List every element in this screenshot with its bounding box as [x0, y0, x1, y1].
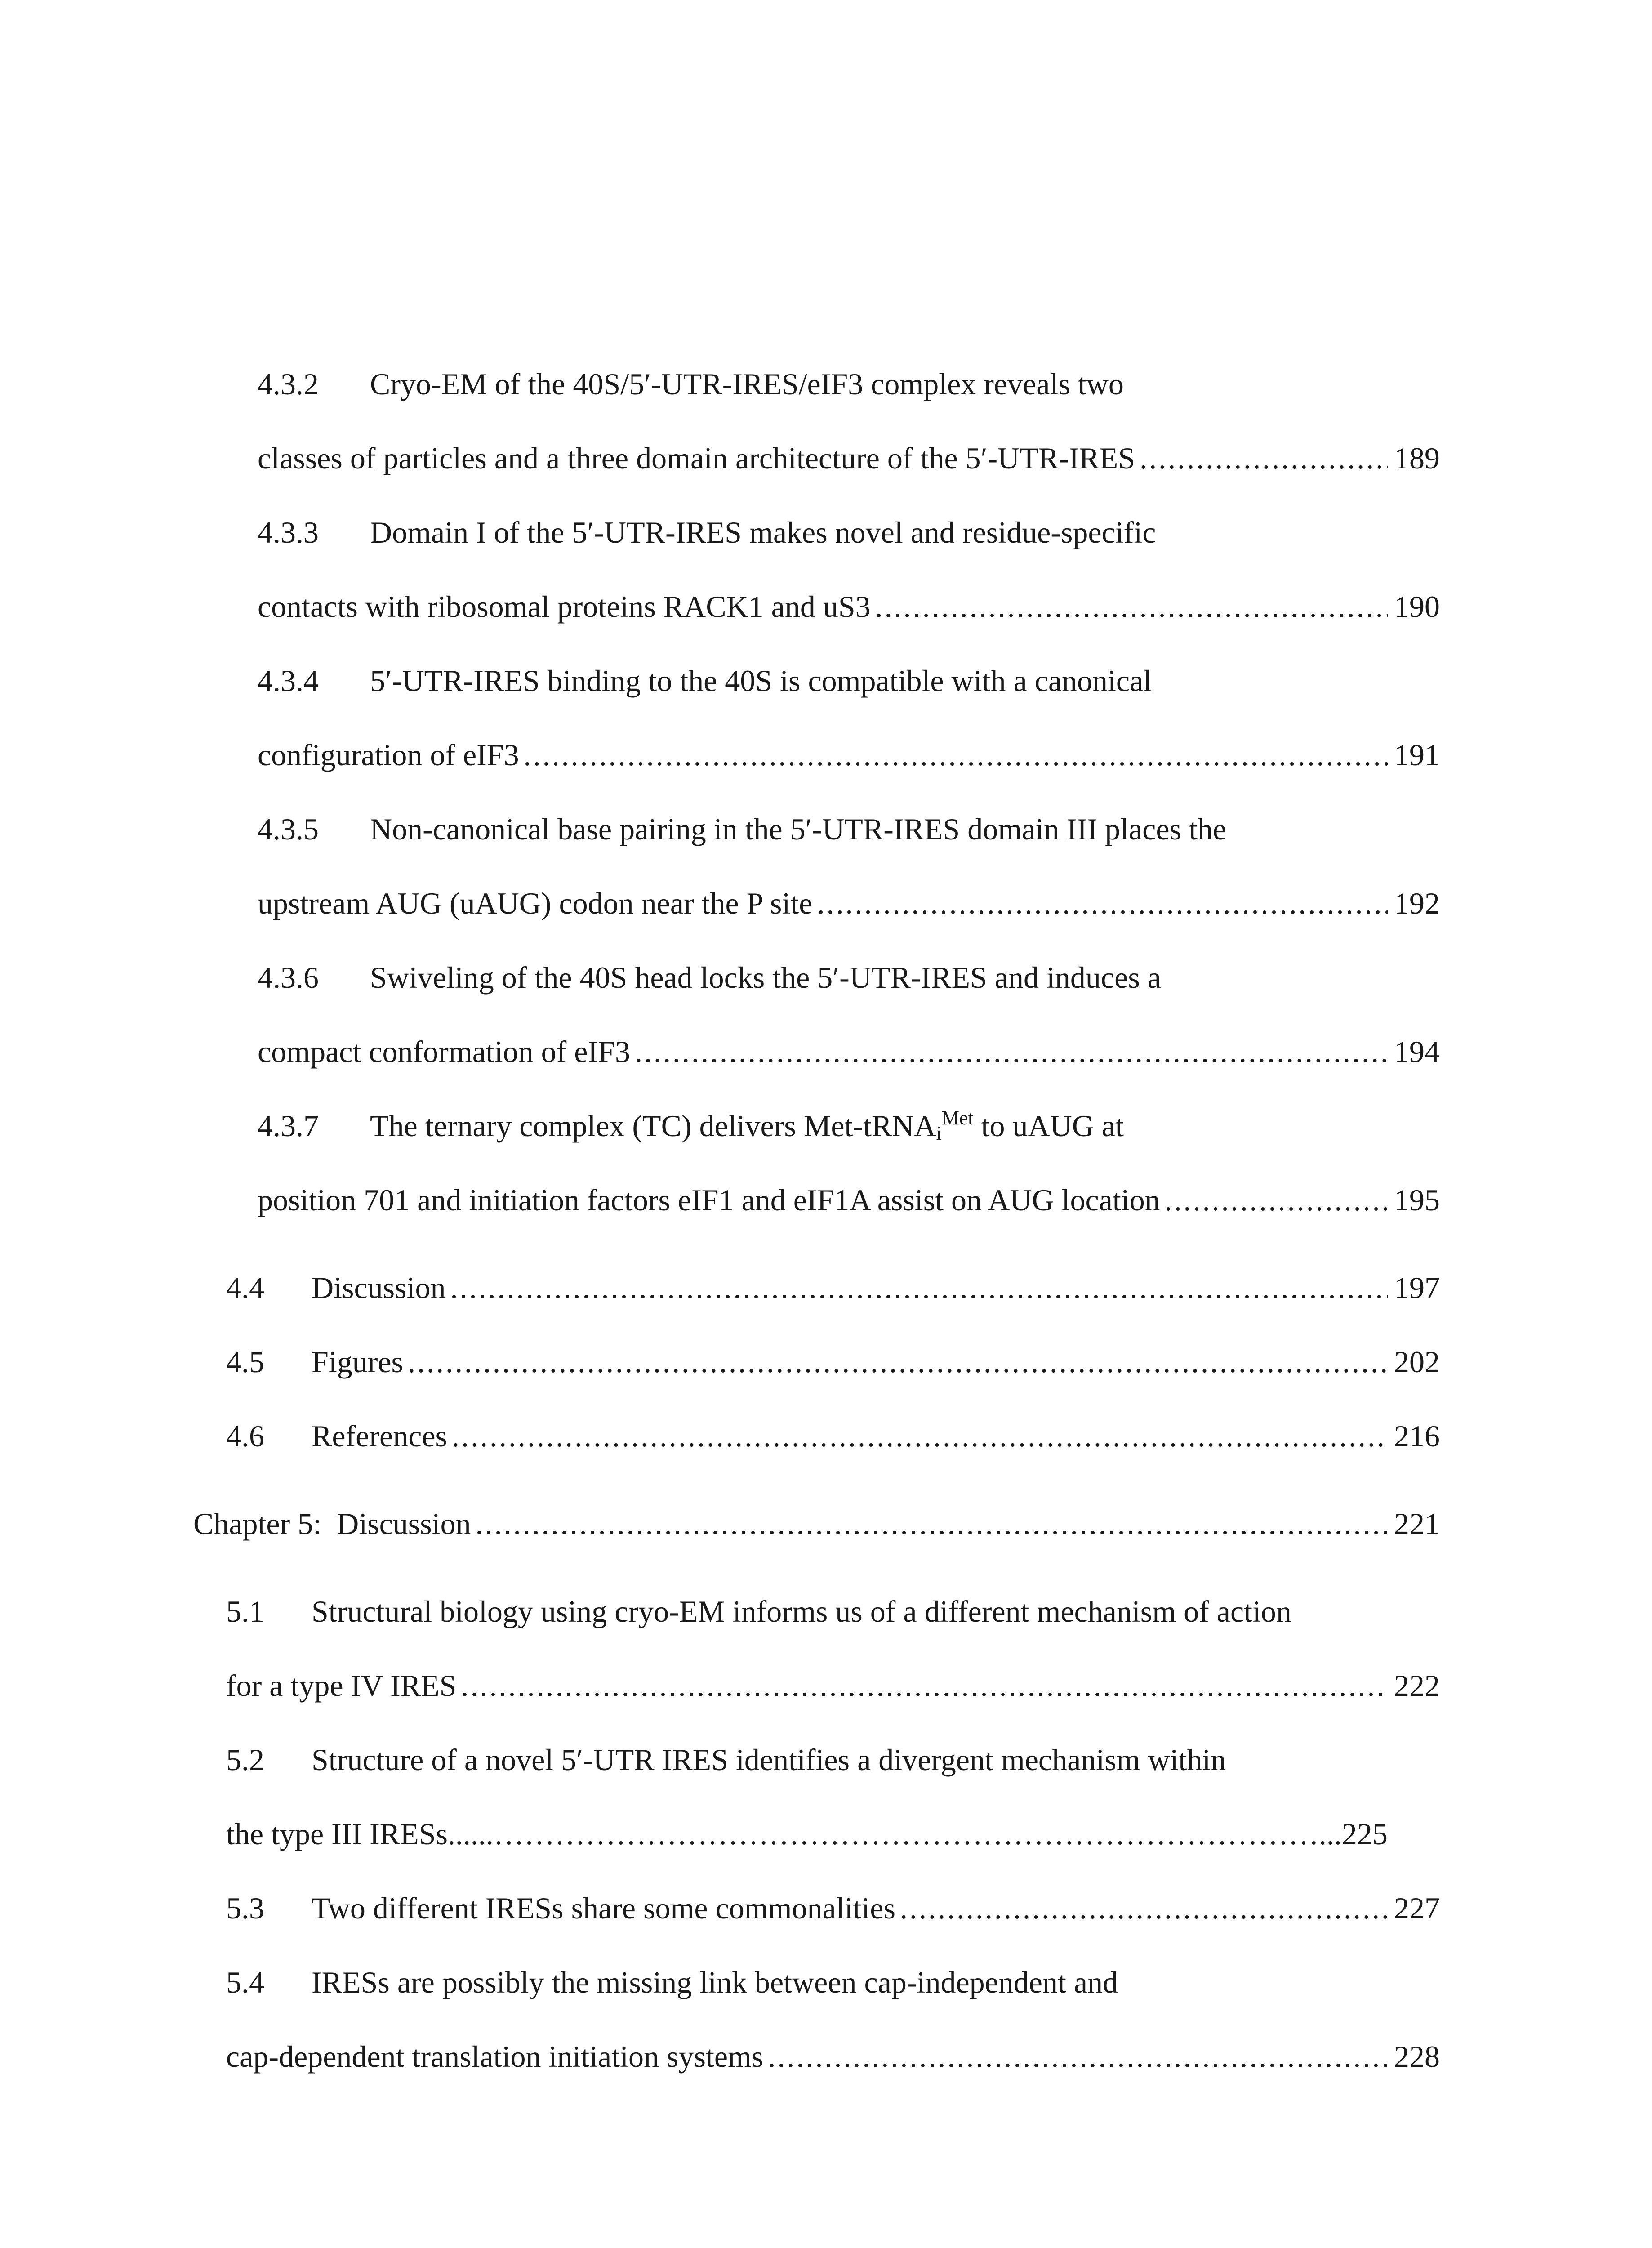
ellipsis-leader: ......………………………………………………………………………...: [447, 1817, 1342, 1851]
section-title-continued: classes of particles and a three domain architecture of the 5′-UTR-IRES: [258, 441, 1135, 475]
toc-entry-4-3-5-heading: [258, 814, 1226, 844]
toc-entry-5-4-heading: [226, 1967, 1118, 1998]
dot-leader: [461, 1670, 1388, 1701]
section-title-post: to uAUG at: [973, 1109, 1124, 1143]
toc-entry-5-4[interactable]: [226, 2041, 1440, 2072]
section-number: 5.1: [226, 1594, 264, 1628]
section-title: Figures: [312, 1345, 403, 1379]
toc-entry-4-3-6[interactable]: [258, 1036, 1440, 1067]
section-number: 4.3.7: [258, 1109, 319, 1143]
page-number: 202: [1394, 1345, 1440, 1379]
section-title: Swiveling of the 40S head locks the 5′-UTR-IRES and induces a: [370, 960, 1161, 995]
section-number: 4.4: [226, 1271, 264, 1305]
section-title-continued: the type III IRESs: [226, 1817, 448, 1851]
page-number: 191: [1394, 738, 1440, 772]
section-number: 4.3.5: [258, 812, 319, 846]
section-title: References: [312, 1419, 448, 1453]
page-number: 190: [1394, 589, 1440, 624]
dot-leader: [452, 1421, 1388, 1451]
chapter-title: Chapter 5: Discussion: [193, 1507, 471, 1541]
section-title: Structure of a novel 5′-UTR IRES identifies a divergent mechanism within: [312, 1743, 1226, 1777]
toc-entry-5-2[interactable]: [226, 1819, 1388, 1849]
page-number: 192: [1394, 886, 1440, 920]
section-title: Two different IRESs share some commonalities: [312, 1891, 895, 1925]
section-title: IRESs are possibly the missing link between cap-independent and: [312, 1965, 1118, 1999]
dot-leader: [450, 1272, 1388, 1303]
toc-entry-4-3-2-heading: [258, 369, 1124, 399]
section-title-continued: upstream AUG (uAUG) codon near the P site: [258, 886, 813, 920]
toc-entry-4-3-7[interactable]: [258, 1185, 1440, 1215]
toc-entry-4-3-3[interactable]: [258, 591, 1440, 622]
page-number: 194: [1394, 1035, 1440, 1069]
page-number: 189: [1394, 441, 1440, 475]
section-title-continued: cap-dependent translation initiation systems: [226, 2039, 764, 2074]
toc-entry-4-3-7-heading: [258, 1107, 1124, 1144]
toc-entry-4-6[interactable]: [226, 1421, 1440, 1451]
page-number: 225: [1341, 1817, 1388, 1851]
section-title: Structural biology using cryo-EM informs us of a different mechanism of action: [312, 1594, 1291, 1628]
section-title: 5′-UTR-IRES binding to the 40S is compatible with a canonical: [370, 664, 1152, 698]
section-title: Cryo-EM of the 40S/5′-UTR-IRES/eIF3 complex reveals two: [370, 367, 1124, 401]
section-title-continued: configuration of eIF3: [258, 738, 519, 772]
page-number: 221: [1394, 1507, 1440, 1541]
dot-leader: [768, 2041, 1388, 2072]
section-title-pre: The ternary complex (TC) delivers Met-tRNA: [370, 1109, 936, 1143]
superscript-met: Met: [941, 1107, 974, 1129]
toc-entry-4-3-4-heading: [258, 665, 1152, 696]
section-title-continued: for a type IV IRES: [226, 1668, 457, 1703]
subscript-i: i: [936, 1122, 942, 1144]
section-number: 4.3.4: [258, 664, 319, 698]
toc-entry-4-3-3-heading: [258, 517, 1156, 548]
section-number: 5.3: [226, 1891, 264, 1925]
dot-leader: [900, 1893, 1388, 1923]
toc-entry-5-2-heading: [226, 1744, 1226, 1775]
dot-leader: [476, 1508, 1388, 1539]
dot-leader: [875, 591, 1388, 622]
dot-leader: [1140, 443, 1388, 473]
section-number: 4.3.2: [258, 367, 319, 401]
toc-entry-4-4[interactable]: [226, 1272, 1440, 1303]
toc-entry-5-3[interactable]: [226, 1893, 1440, 1923]
section-title-continued: contacts with ribosomal proteins RACK1 and uS3: [258, 589, 871, 624]
section-number: 5.4: [226, 1965, 264, 1999]
section-title-continued: compact conformation of eIF3: [258, 1035, 630, 1069]
dot-leader: [524, 740, 1388, 770]
section-title: Non-canonical base pairing in the 5′-UTR-IRES domain III places the: [370, 812, 1227, 846]
section-title: Discussion: [312, 1271, 446, 1305]
section-number: 4.6: [226, 1419, 264, 1453]
page-number: 197: [1394, 1271, 1440, 1305]
toc-entry-5-1-heading: [226, 1596, 1291, 1627]
toc-entry-4-3-5[interactable]: [258, 888, 1440, 919]
section-title: Domain I of the 5′-UTR-IRES makes novel and residue-specific: [370, 515, 1156, 549]
page-number: 195: [1394, 1183, 1440, 1217]
section-number: 4.3.3: [258, 515, 319, 549]
toc-entry-chapter-5[interactable]: [193, 1508, 1440, 1539]
toc-entry-4-3-4[interactable]: [258, 740, 1440, 770]
section-number: 5.2: [226, 1743, 264, 1777]
page-number: 227: [1394, 1891, 1440, 1925]
dot-leader: [817, 888, 1388, 919]
toc-entry-4-5[interactable]: [226, 1347, 1440, 1377]
section-number: 4.5: [226, 1345, 264, 1379]
section-number: 4.3.6: [258, 960, 319, 995]
dot-leader: [408, 1347, 1388, 1377]
toc-entry-4-3-2[interactable]: [258, 443, 1440, 473]
dot-leader: [635, 1036, 1388, 1067]
section-title-continued: position 701 and initiation factors eIF1 and eIF1A assist on AUG location: [258, 1183, 1160, 1217]
toc-entry-5-1[interactable]: [226, 1670, 1440, 1701]
toc-entry-4-3-6-heading: [258, 962, 1161, 993]
page-number: 216: [1394, 1419, 1440, 1453]
page-number: 228: [1394, 2039, 1440, 2074]
page-number: 222: [1394, 1668, 1440, 1703]
dot-leader: [1165, 1185, 1388, 1215]
